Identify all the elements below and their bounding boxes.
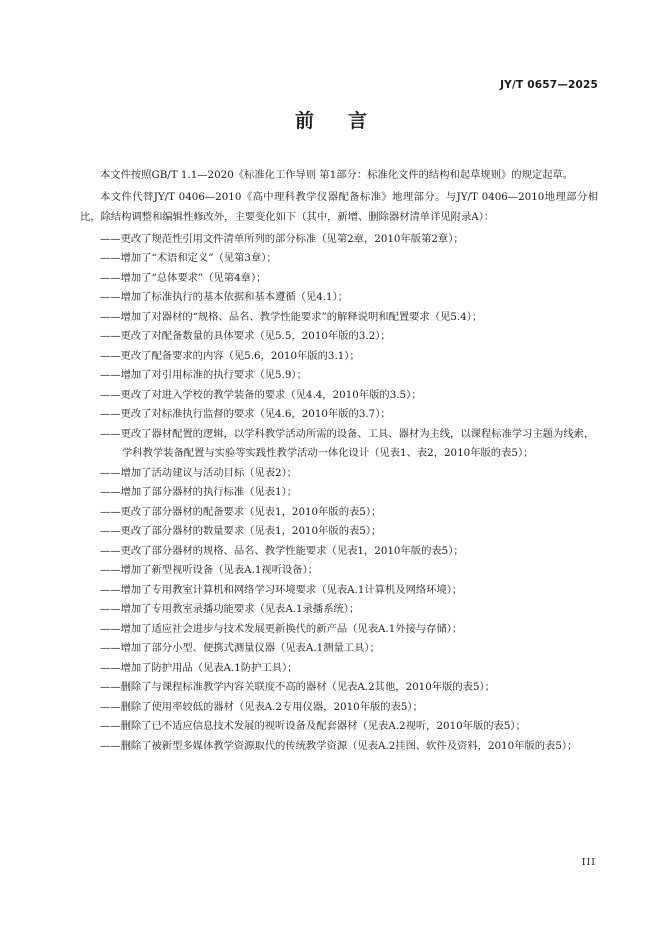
page-number: III — [581, 857, 596, 868]
change-item: ——增加了对引用标准的执行要求（见5.9）； — [100, 369, 307, 381]
intro-paragraph-replacement: 本文件代替JY/T 0406—2010《高中理科教学仪器配备标准》地理部分。与JY/T 0406—2010地理部分相比，除结构调整和编辑性修改外，主要变化如下（其中，新增、删除器材清单详见附录A）： — [80, 191, 598, 223]
change-item: ——增加了专用教室计算机和网络学习环境要求（见表A.1计算机及网络环境）； — [100, 583, 463, 596]
document-body — [80, 166, 598, 756]
document-code: JY/T 0657—2025 — [500, 79, 598, 91]
change-item: ——删除了使用率较低的器材（见表A.2专用仪器，2010年版的表5）； — [100, 700, 423, 713]
change-item: ——增加了适应社会进步与技术发展更新换代的新产品（见表A.1外接与存储）； — [100, 622, 463, 635]
intro-paragraph-drafting-rules: 本文件按照GB/T 1.1—2020《标准化工作导则 第1部分：标准化文件的结构和起草规则》的规定起草。 — [100, 169, 574, 181]
change-item: ——更改了对配备数量的具体要求（见5.5，2010年版的3.2）； — [100, 330, 391, 342]
page-title: 前言 — [294, 110, 401, 132]
change-item: ——更改了器材配置的逻辑，以学科教学活动所需的设备、工具、器材为主线，以课程标准学习主题为线索，学科教学装备配置与实验等实践性教学活动一体化设计（见表1、表2，2010年版的表5）； — [100, 427, 595, 459]
change-item: ——增加了“总体要求”（见第4章）； — [100, 271, 267, 284]
change-item: ——删除了已不适应信息技术发展的视听设备及配套器材（见表A.2视听，2010年版的表5）； — [100, 720, 526, 732]
change-item: ——删除了与课程标准教学内容关联度不高的器材（见表A.2其他，2010年版的表5）； — [100, 681, 495, 693]
change-item: ——增加了活动建议与活动目标（见表2）； — [100, 466, 298, 479]
change-item: ——更改了部分器材的配备要求（见表1，2010年版的表5）； — [100, 505, 382, 518]
change-item: ——增加了专用教室录播功能要求（见表A.1录播系统）； — [100, 603, 360, 615]
change-item: ——删除了被新型多媒体教学资源取代的传统教学资源（见表A.2挂图、软件及资料，2010年版的表5）； — [100, 739, 578, 752]
change-item: ——增加了部分小型、便携式测量仪器（见表A.1测量工具）； — [100, 642, 380, 654]
change-item: ——更改了规范性引用文件清单所列的部分标准（见第2章，2010年版第2章）； — [100, 232, 464, 245]
change-item: ——增加了新型视听设备（见表A.1视听设备）； — [100, 564, 319, 576]
change-item: ——更改了部分器材的规格、品名、教学性能要求（见表1，2010年版的表5）； — [100, 544, 464, 557]
change-item: ——更改了对标准执行监督的要求（见4.6，2010年版的3.7）； — [100, 408, 391, 420]
change-item: ——更改了对进入学校的教学装备的要求（见4.4，2010年版的3.5）； — [100, 388, 422, 401]
change-item: ——更改了配备要求的内容（见5.6，2010年版的3.1）； — [100, 349, 360, 362]
change-item: ——增加了部分器材的执行标准（见表1）； — [100, 486, 298, 498]
change-item: ——增加了防护用品（见表A.1防护工具）； — [100, 661, 298, 674]
change-item: ——增加了标准执行的基本依据和基本遵循（见4.1）； — [100, 291, 349, 303]
change-item: ——增加了对器材的“规格、品名、教学性能要求”的解释说明和配置要求（见5.4）； — [100, 310, 483, 323]
change-item: ——更改了部分器材的数量要求（见表1，2010年版的表5）； — [100, 525, 382, 537]
change-item: ——增加了“术语和定义”（见第3章）； — [100, 252, 277, 264]
